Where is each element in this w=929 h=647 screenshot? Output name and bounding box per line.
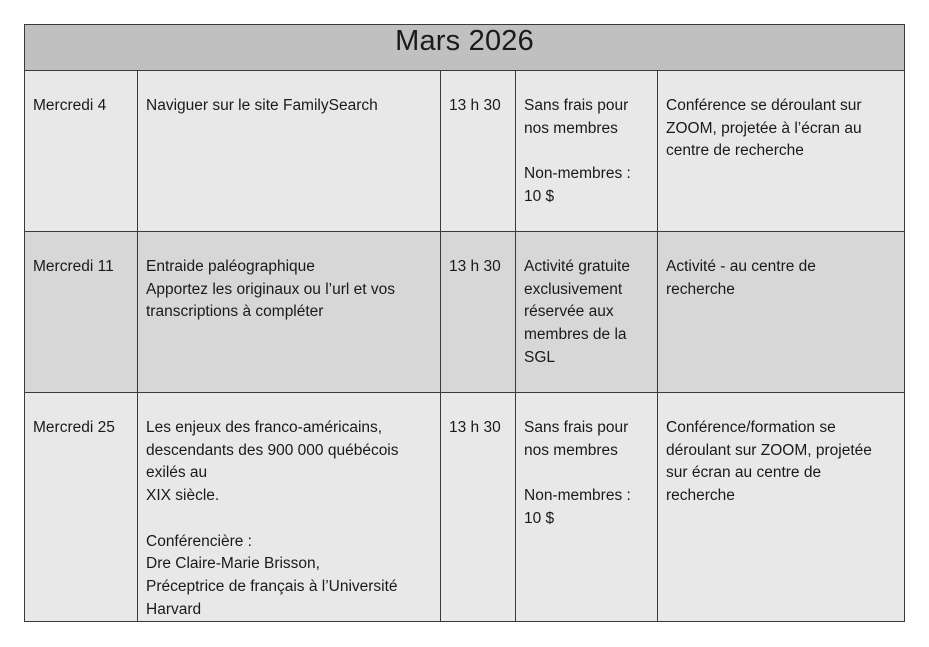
table-row (25, 393, 905, 622)
topic-cell: Les enjeux des franco-américains, descendants des 900 000 québécois exilés au XIX siècle. Conférencière : Dre Claire-Marie Brisson, Préceptrice de français à l’Université Harvard (138, 393, 441, 622)
schedule-table (24, 24, 905, 622)
time-cell: 13 h 30 (441, 232, 516, 393)
time-cell: 13 h 30 (441, 393, 516, 622)
schedule-sheet (24, 24, 904, 620)
price-cell: Sans frais pour nos membres Non-membres : 10 $ (516, 71, 658, 232)
month-title: Mars 2026 (25, 25, 905, 71)
location-cell: Conférence/formation se déroulant sur ZOOM, projetée sur écran au centre de recherche (658, 393, 905, 622)
price-cell: Activité gratuite exclusivement réservée aux membres de la SGL (516, 232, 658, 393)
speaker-name: Dre Claire-Marie Brisson, (146, 555, 320, 573)
time-cell: 13 h 30 (441, 71, 516, 232)
day-cell: Mercredi 11 (25, 232, 138, 393)
day-cell: Mercredi 4 (25, 71, 138, 232)
table-row (25, 71, 905, 232)
speaker-label: Conférencière : (146, 532, 252, 550)
location-cell: Conférence se déroulant sur ZOOM, projetée à l’écran au centre de recherche (658, 71, 905, 232)
table-row (25, 232, 905, 393)
price-cell: Sans frais pour nos membres Non-membres : 10 $ (516, 393, 658, 622)
day-cell: Mercredi 25 (25, 393, 138, 622)
topic-cell: Naviguer sur le site FamilySearch (138, 71, 441, 232)
topic-cell: Entraide paléographique Apportez les originaux ou l’url et vos transcriptions à compléter (138, 232, 441, 393)
location-cell: Activité - au centre de recherche (658, 232, 905, 393)
